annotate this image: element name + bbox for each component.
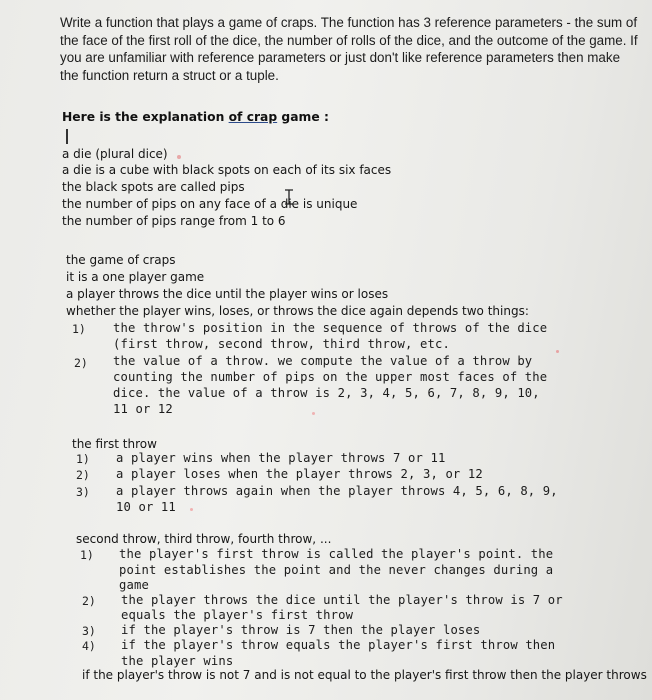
game-line: whether the player wins, loses, or throws the dice again depends two things:	[66, 304, 529, 318]
game-line: it is a one player game	[66, 270, 205, 284]
item-text: point establishes the point and the never changes during a	[119, 563, 554, 577]
die-line: the number of pips on any face of a die is unique	[62, 197, 358, 211]
footer-line: if the player's throw is not 7 and is not equal to the player's first throw then the player throws	[82, 668, 647, 682]
die-line: the number of pips range from 1 to 6	[62, 214, 286, 228]
item-text: counting the number of pips on the upper most faces of the	[113, 370, 548, 384]
section-title-first-throw: the first throw	[72, 437, 157, 451]
speck	[556, 350, 559, 353]
item-text: a player wins when the player throws 7 or 11	[116, 451, 446, 465]
explanation-heading	[62, 110, 329, 124]
item-number: 1)	[76, 452, 90, 466]
item-number: 1)	[80, 548, 94, 562]
item-number: 2)	[76, 468, 90, 482]
die-line: the black spots are called pips	[62, 180, 245, 194]
problem-statement: Write a function that plays a game of craps. The function has 3 reference parameters - the sum of the face of the first roll of the dice, the number of rolls of the dice, and the outcome of the game. If you are unfamiliar with reference parameters or just don't like reference parameters then make the function return a struct or a tuple.	[60, 15, 638, 83]
item-text: the player wins	[121, 654, 234, 668]
heading-link-text: of crap	[228, 110, 278, 124]
item-text: the throw's position in the sequence of throws of the dice	[113, 321, 548, 335]
item-text: a player throws again when the player throws 4, 5, 6, 8, 9,	[116, 484, 558, 498]
section-title-later-throws: second throw, third throw, fourth throw, ...	[76, 532, 332, 546]
item-text: game	[119, 578, 149, 592]
item-text: 10 or 11	[116, 500, 176, 514]
item-text: the player's first throw is called the player's point. the	[119, 547, 554, 561]
item-number: 2)	[74, 356, 88, 370]
die-line: a die (plural dice)	[62, 147, 168, 161]
item-text: 11 or 12	[113, 402, 173, 416]
item-number: 1)	[72, 322, 86, 336]
game-line: the game of craps	[66, 253, 176, 267]
ibeam-cursor-icon	[284, 189, 294, 205]
heading-text-pre: Here is the explanation	[62, 110, 229, 124]
heading-text-post: game :	[277, 110, 329, 124]
speck	[190, 508, 193, 511]
item-text: equals the player's first throw	[121, 608, 354, 622]
item-number: 3)	[82, 624, 96, 638]
item-text: if the player's throw is 7 then the player loses	[121, 623, 481, 637]
item-number: 4)	[82, 639, 96, 653]
speck	[177, 155, 181, 159]
die-line: a die is a cube with black spots on each of its six faces	[62, 163, 392, 177]
item-text: the player throws the dice until the player's throw is 7 or	[121, 593, 563, 607]
game-line: a player throws the dice until the player wins or loses	[66, 287, 389, 301]
item-text: if the player's throw equals the player's first throw then	[121, 638, 556, 652]
item-number: 2)	[82, 594, 96, 608]
text-cursor	[66, 129, 68, 144]
item-number: 3)	[76, 485, 90, 499]
item-text: the value of a throw. we compute the value of a throw by	[113, 354, 533, 368]
item-text: (first throw, second throw, third throw, etc.	[113, 337, 450, 351]
item-text: a player loses when the player throws 2, 3, or 12	[116, 467, 483, 481]
speck	[312, 412, 315, 415]
item-text: dice. the value of a throw is 2, 3, 4, 5, 6, 7, 8, 9, 10,	[113, 386, 540, 400]
